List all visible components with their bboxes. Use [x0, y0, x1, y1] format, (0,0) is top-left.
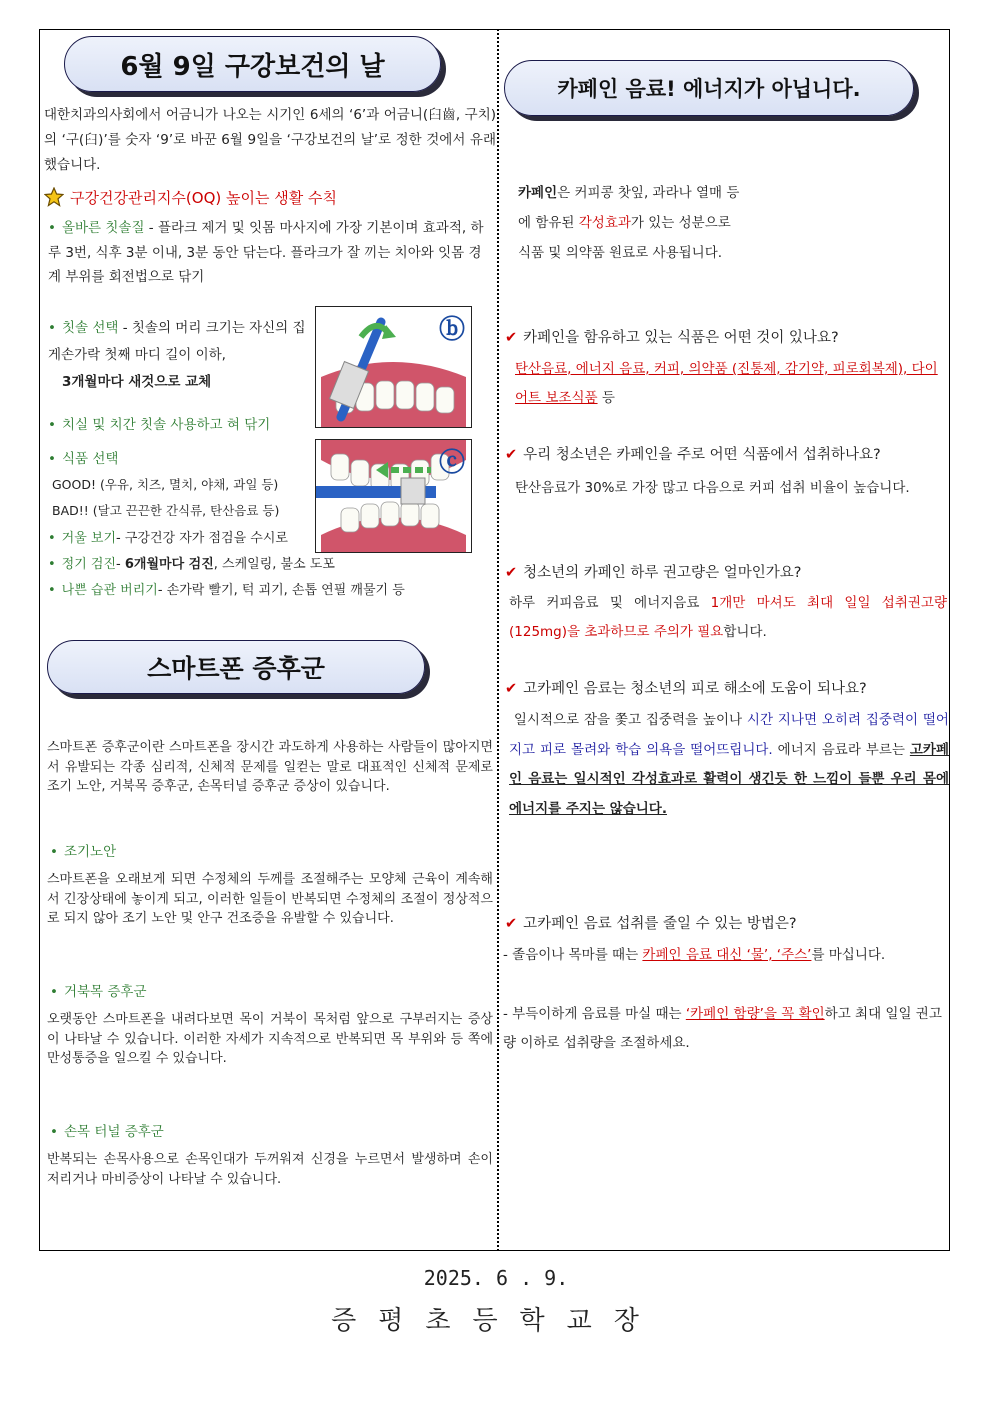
q3-question: ✔ 청소년의 카페인 하루 권고량은 얼마인가요?: [505, 565, 802, 581]
illustration-b-label: ⓑ: [438, 315, 465, 345]
q4-answer: 일시적으로 잠을 쫓고 집중력을 높이나 시간 지나면 오히려 집중력이 떨어지고 피로 몰려와 학습 의욕을 떨어뜨립니다. 에너지 음료라 부르는 고카페인 음료는 일시적인 각성효과로 활력이 생긴듯 한 느낌이 들뿐 우리 몸에 에너지를 주지는 않습니다.: [509, 712, 949, 817]
illustration-c-label: ⓒ: [438, 448, 465, 478]
star-icon: [44, 187, 64, 207]
brushing-illustration-b: [315, 306, 472, 428]
tip-checkup: • 정기 검진- 6개월마다 검진, 스케일링, 불소 도포: [48, 557, 335, 572]
check-icon: ✔: [505, 330, 518, 346]
carpal-tunnel-text: 반복되는 손목사용으로 손목인대가 두꺼워져 신경을 누르면서 발생하며 손이 저리거나 마비증상이 나타날 수 있습니다.: [47, 1152, 493, 1187]
check-icon: ✔: [505, 916, 518, 932]
tip-brushing: • 올바른 칫솔질 - 플라크 제거 및 잇몸 마사지에 가장 기본이며 효과적, 하루 3번, 식후 3분 이내, 3분 동안 닦는다. 플라크가 잘 끼는 치아와 잇몸 경계 부위를 회전법으로 닦기: [48, 220, 484, 285]
early-presbyopia-title: • 조기노안: [50, 844, 117, 860]
caffeine-title: 카페인 음료! 에너지가 아닙니다.: [504, 60, 914, 116]
q2-answer: 탄산음료가 30%로 가장 많고 다음으로 커피 섭취 비율이 높습니다.: [515, 480, 910, 496]
q4-question: ✔ 고카페인 음료는 청소년의 피로 해소에 도움이 되나요?: [505, 681, 867, 697]
column-divider: [497, 29, 499, 1251]
smartphone-syndrome-title: 스마트폰 증후군: [47, 640, 425, 694]
q3-answer: 하루 커피음료 및 에너지음료 1개만 마셔도 최대 일일 섭취권고량(125mg)을 초과하므로 주의가 필요합니다.: [509, 595, 947, 640]
check-icon: ✔: [505, 447, 518, 463]
check-icon: ✔: [505, 565, 518, 581]
q2-question: ✔ 우리 청소년은 카페인을 주로 어떤 식품에서 섭취하나요?: [505, 447, 881, 463]
turtle-neck-text: 오랫동안 스마트폰을 내려다보면 목이 거북이 목처럼 앞으로 구부러지는 증상이 나타날 수 있습니다. 이러한 자세가 지속적으로 반복되면 목 부위와 등 쪽에 만성통증을 일으킬 수 있습니다.: [47, 1012, 493, 1066]
q1-question: ✔ 카페인을 함유하고 있는 식품은 어떤 것이 있나요?: [505, 330, 839, 346]
tip-mirror: • 거울 보기- 구강건강 자가 점검을 수시로: [48, 531, 288, 546]
issue-date: 2025. 6 . 9.: [423, 1266, 569, 1290]
smartphone-intro: 스마트폰 증후군이란 스마트폰을 장시간 과도하게 사용하는 사람들이 많아지면서 유발되는 각종 심리적, 신체적 문제를 일컫는 말로 대표적인 신체적 문제로 조기 노안, 거북목 증후군, 손목터널 증후군 증상이 있습니다.: [47, 740, 493, 794]
caffeine-definition: 카페인은 커피콩 찻잎, 과라나 열매 등 에 함유된 각성효과가 있는 성분으로 식품 및 의약품 원료로 사용됩니다.: [518, 185, 740, 261]
brushing-illustration-c: [315, 439, 472, 553]
q5-question: ✔ 고카페인 음료 섭취를 줄일 수 있는 방법은?: [505, 916, 797, 932]
school-principal: 증평초등학교장: [331, 1306, 661, 1336]
q5-answer-1: - 졸음이나 목마를 때는 카페인 음료 대신 ‘물’, ‘주스’를 마십니다.: [503, 947, 886, 963]
carpal-tunnel-title: • 손목 터널 증후군: [50, 1124, 164, 1140]
check-icon: ✔: [505, 681, 518, 697]
tip-floss: • 치실 및 치간 칫솔 사용하고 혀 닦기: [48, 417, 271, 433]
q1-answer: 탄산음료, 에너지 음료, 커피, 의약품 (진통제, 감기약, 피로회복제), 다이어트 보조식품 등: [515, 361, 938, 406]
oq-heading: 구강건강관리지수(OQ) 높이는 생활 수칙: [44, 186, 496, 211]
early-presbyopia-text: 스마트폰을 오래보게 되면 수정체의 두께를 조절해주는 모양체 근육이 계속해서 긴장상태에 놓이게 되고, 이러한 일들이 반복되면 수정체의 조절이 정상적으로 되지 않아 조기 노안 및 안구 건조증을 유발할 수 있습니다.: [47, 872, 493, 926]
oral-health-intro: 대한치과의사회에서 어금니가 나오는 시기인 6세의 ‘6’과 어금니(臼齒, 구치)의 ‘구(臼)’를 숫자 ‘9’로 바꾼 6월 9일을 ‘구강보건의 날’로 정한 것에서 유래했습니다.: [44, 107, 496, 173]
tip-food: • 식품 선택 GOOD! (우유, 치즈, 멸치, 야채, 과일 등) BAD!! (달고 끈끈한 간식류, 탄산음료 등): [48, 451, 280, 518]
tip-toothbrush: • 칫솔 선택 - 칫솔의 머리 크기는 자신의 집게손가락 첫째 마디 길이 이하, 3개월마다 새것으로 교체: [48, 320, 306, 390]
oral-health-day-title: 6월 9일 구강보건의 날: [64, 36, 441, 92]
tip-bad-habits: • 나쁜 습관 버리기- 손가락 빨기, 턱 괴기, 손톱 연필 깨물기 등: [48, 583, 405, 598]
q5-answer-2: - 부득이하게 음료를 마실 때는 ‘카페인 함량’을 꼭 확인하고 최대 일일 권고량 이하로 섭취량을 조절하세요.: [503, 1006, 942, 1051]
turtle-neck-title: • 거북목 증후군: [50, 984, 147, 1000]
